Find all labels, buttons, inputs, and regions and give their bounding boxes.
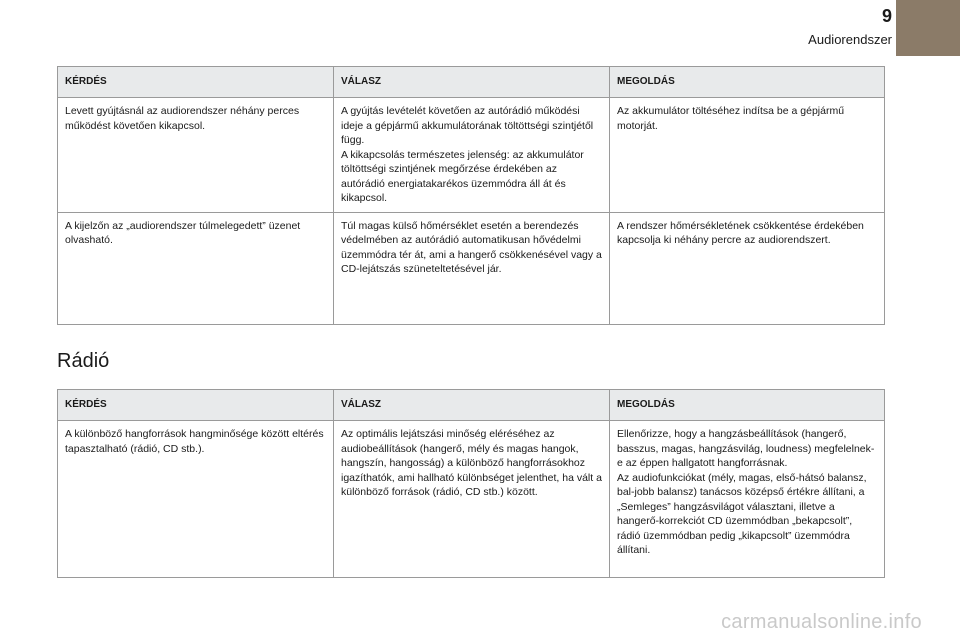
section-title: Audiorendszer: [808, 32, 892, 47]
watermark: carmanualsonline.info: [721, 611, 922, 633]
answer-paragraph: A gyújtás levételét követően az autórádió működési ideje a gépjármű akkumulátorának töltöttségi szintjétől függ.: [341, 105, 594, 146]
table-header-row: [58, 67, 885, 98]
answer-cell: [334, 212, 610, 324]
answer-paragraph: Az optimális lejátszási minőség eléréséhez az audiobeállítások (hangerő, mély és magas hangok, hangszín, hangosság) a különböző hangforrásokhoz igazíthatók, ami hallható különbséget jelenthet, ha vált a különböző források (rádió, CD stb.) között.: [341, 428, 602, 498]
question-cell: A kijelzőn az „audiorendszer túlmelegedett” üzenet olvasható.: [58, 212, 334, 324]
solution-paragraph: Ellenőrizze, hogy a hangzásbeállítások (hangerő, basszus, magas, hangzásvilág, loudness) megfelelnek-e az éppen hallgatott hangforrásnak.: [617, 428, 875, 469]
table-row: [58, 212, 885, 324]
section-color-tab: [896, 0, 960, 56]
audio-troubleshooting-table: [57, 66, 885, 325]
header-question: KÉRDÉS: [58, 67, 334, 98]
answer-cell: [334, 98, 610, 213]
answer-cell: [334, 421, 610, 578]
radio-section-heading: Rádió: [57, 350, 110, 372]
table-row: [58, 421, 885, 578]
header-answer: VÁLASZ: [334, 390, 610, 421]
header-solution: MEGOLDÁS: [610, 390, 885, 421]
table-header-row: [58, 390, 885, 421]
question-cell: Levett gyújtásnál az audiorendszer néhány perces működést követően kikapcsol.: [58, 98, 334, 213]
solution-cell: A rendszer hőmérsékletének csökkentése érdekében kapcsolja ki néhány percre az audiorendszert.: [610, 212, 885, 324]
answer-paragraph: A kikapcsolás természetes jelenség: az akkumulátor töltöttségi szintjének megőrzése érdekében az autórádió energiatakarékos üzemmódra áll át és kikapcsol.: [341, 148, 584, 204]
solution-cell: Az akkumulátor töltéséhez indítsa be a gépjármű motorját.: [610, 98, 885, 213]
header-solution: MEGOLDÁS: [610, 67, 885, 98]
radio-troubleshooting-table: [57, 389, 885, 578]
solution-paragraph: Az audiofunkciókat (mély, magas, első-hátsó balansz, bal-jobb balansz) tanácsos középső értékre állítani, a „Semleges” hangzásvilágot választani, illetve a hangerő-korrekciót CD üzemmódban „bekapcsolt”, rádió üzemmódban pedig „kikapcsolt” üzemmódra állítani.: [617, 471, 867, 556]
header-answer: VÁLASZ: [334, 67, 610, 98]
question-cell: A különböző hangforrások hangminősége között eltérés tapasztalható (rádió, CD stb.).: [58, 421, 334, 578]
header-question: KÉRDÉS: [58, 390, 334, 421]
answer-paragraph: Túl magas külső hőmérséklet esetén a berendezés védelmében az autórádió automatikusan hővédelmi üzemmódra tér át, ami a hangerő csökkenésével vagy a CD-lejátszás szüneteltetésével jár.: [341, 219, 602, 275]
solution-cell: [610, 421, 885, 578]
page-number: 9: [881, 6, 892, 26]
table-row: [58, 98, 885, 213]
